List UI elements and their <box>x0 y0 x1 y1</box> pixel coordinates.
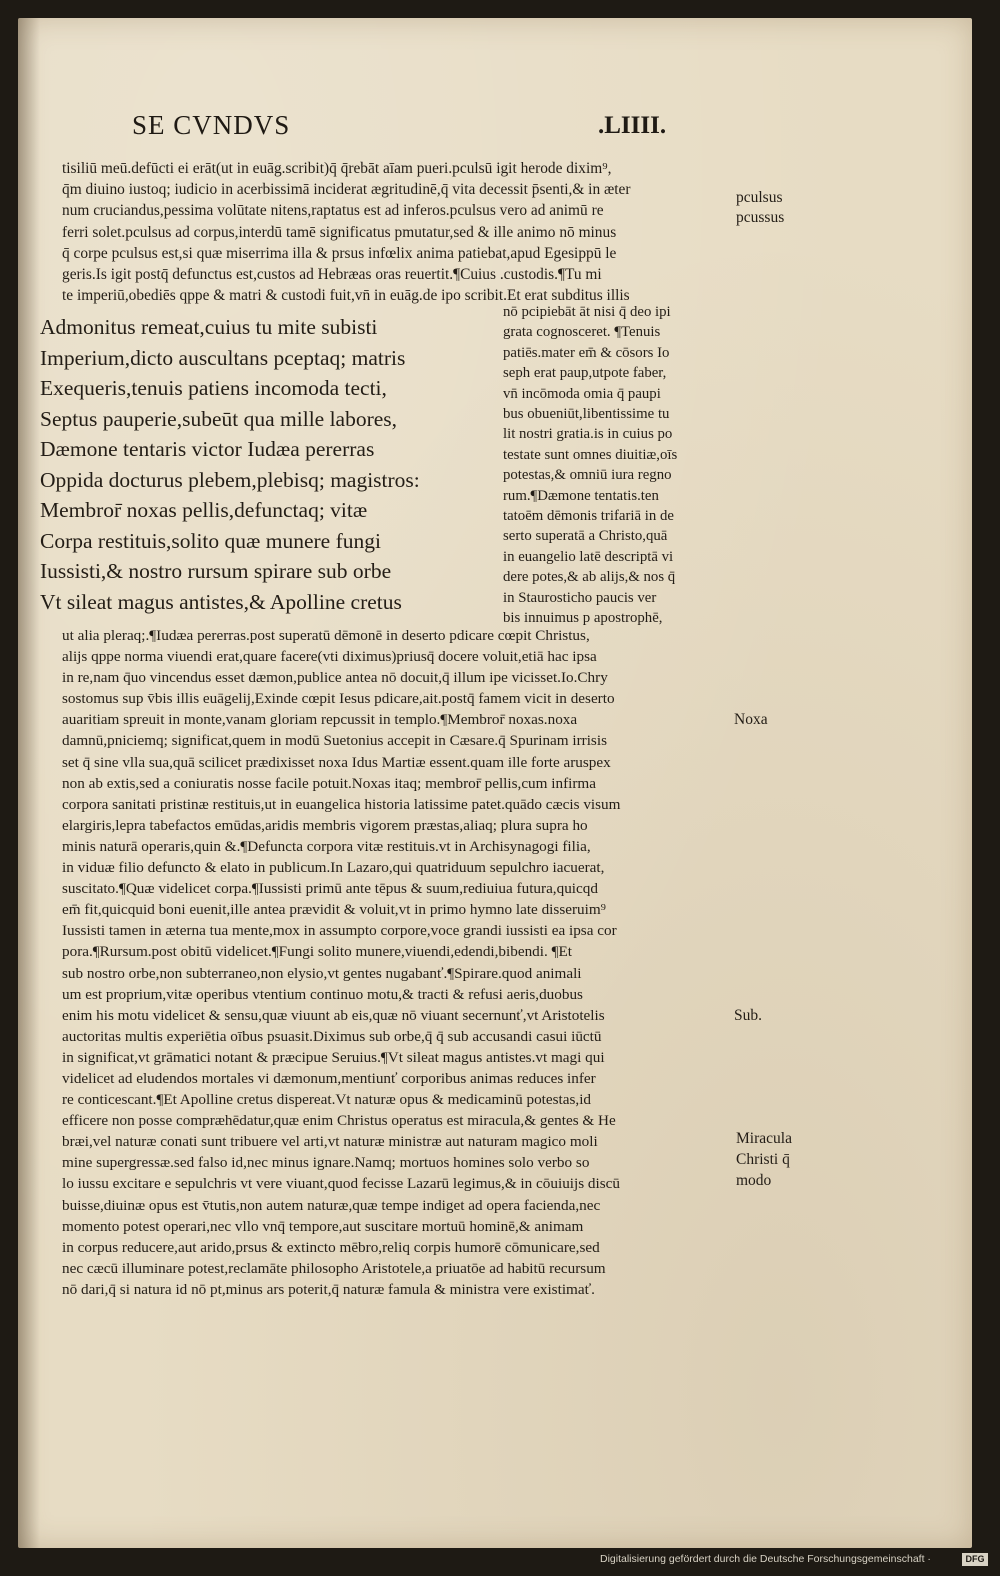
commentary-line: elargiris,lepra tabefactos emūdas,aridis membris vigorem præstas,aliaq; plura supra ho <box>62 816 588 834</box>
verse-line: Imperium,dicto auscultans pceptaq; matris <box>40 345 406 370</box>
commentary-line: te imperiū,obediēs qppe & matri & custodi fuit,vn̄ in euāg.de ipo scribit.Et erat subditus illis <box>62 287 630 305</box>
commentary-line: geris.Is igit postq̄ defunctus est,custos ad Hebræas oras reuertit.¶Cuius .custodis.¶Tu mi <box>62 266 602 284</box>
commentary-line: damnū,pniciemq; significat,quem in modū Suetonius accepit in Cæsare.q̄ Spurinam irrisis <box>62 732 607 750</box>
folio-number: .LIIII. <box>598 112 667 139</box>
commentary-line: sub nostro orbe,non subterraneo,non elysio,vt gentes nugabanť.¶Spirare.quod animali <box>62 964 582 982</box>
commentary-line: tatoēm dēmonis trifariā in de <box>503 508 674 525</box>
commentary-line: bræi,vel naturæ conati sunt tribuere vel arti,vt naturæ ministræ aut naturam magico moli <box>62 1133 598 1151</box>
digitization-credit: Digitalisierung gefördert durch die Deutsche Forschungsgemeinschaft · <box>600 1553 931 1565</box>
commentary-line: serto superatā a Christo,quā <box>503 528 668 545</box>
verse-block <box>40 312 500 617</box>
commentary-line: in euangelio latē descriptā vi <box>503 548 674 565</box>
commentary-line: rum.¶Dæmone tentatis.ten <box>503 487 659 504</box>
commentary-line: mine supergressæ.sed falso id,nec minus ignare.Namq; mortuos homines solo verbo so <box>62 1154 590 1172</box>
commentary-side <box>503 302 735 629</box>
commentary-line: testate sunt omnes diuitiæ,oīs <box>503 446 678 463</box>
verse-line: Membror̄ noxas pellis,defunctaq; vitæ <box>40 498 368 522</box>
commentary-line: corpora sanitati pristinæ restituis,ut in euangelica historia latissime patet.quādo cæcis visum <box>62 795 621 813</box>
verse-line: Iussisti,& nostro rursum spirare sub orbe <box>40 559 392 583</box>
commentary-line: nec cæcū illuminare potest,reclamāte philosopho Aristotele,a priuatōe ad habitū recursum <box>62 1259 606 1277</box>
commentary-line: potestas,& omniū iura regno <box>503 467 672 484</box>
commentary-line: bis innuimus p apostrophē, <box>503 610 663 627</box>
verse-line: Dæmone tentaris victor Iudæa pererras <box>40 437 375 461</box>
commentary-line: nō dari,q̄ si natura id nō pt,minus ars poterit,q̄ naturæ famula & ministra vere existimať. <box>62 1280 595 1298</box>
commentary-line: in Staurosticho paucis ver <box>503 589 657 606</box>
commentary-line: nō pcipiebāt āt nisi q̄ deo ipi <box>503 304 671 320</box>
commentary-line: ferri solet.pculsus ad corpus,interdū tamē significatus pmutatur,sed & ille animo nō minus <box>62 223 617 241</box>
commentary-line: vn̄ incōmoda omia q̄ paupi <box>503 385 661 402</box>
commentary-line: minis naturā operaris,quin &.¶Defuncta corpora vitæ restituis.vt in Archisynagogi filia, <box>62 837 591 855</box>
page-gutter-shadow <box>18 18 40 1548</box>
margin-note-perculsus: pculsus <box>736 189 783 206</box>
verse-line: Exequeris,tenuis patiens incomoda tecti, <box>40 376 387 400</box>
margin-note-modo: modo <box>736 1172 772 1189</box>
commentary-line: q̄ corpe pculsus est,si quæ miserrima illa & prsus infœlix anima patiebat,apud Egesippū le <box>62 244 617 262</box>
commentary-line: auctoritas multis experiētia oībus psuasit.Diximus sub orbe,q̄ q̄ sub accusandi casui iūctū <box>62 1027 602 1045</box>
commentary-line: non ab extis,sed a coniuratis nosse facile potuit.Noxas itaq; membror̄ pellis,cum infirma <box>62 774 596 792</box>
commentary-line: in re,nam q̄uo vincendus esset dæmon,publice antea nō docuit,q̄ illum ipe vicisset.Io.Chry <box>62 669 608 687</box>
commentary-main <box>62 625 734 1300</box>
commentary-line: grata cognosceret. ¶Tenuis <box>503 324 661 341</box>
dfg-logo: DFG <box>962 1553 988 1566</box>
commentary-line: re conticescant.¶Et Apolline cretus dispereat.Vt naturæ opus & medicaminū potestas,id <box>62 1091 592 1109</box>
commentary-line: patiēs.mater em̄ & cōsors Io <box>503 344 670 361</box>
margin-note-miracula: Miracula <box>736 1130 792 1147</box>
commentary-top <box>62 158 734 306</box>
commentary-line: seph erat paup,utpote faber, <box>503 365 667 382</box>
commentary-line: in corpus reducere,aut arido,prsus & extincto mēbro,reliq corpis humorē cōmunicare,sed <box>62 1238 600 1256</box>
commentary-line: buisse,diuinæ opus est v̄tutis,non autem naturæ,quæ tempe indiget ad opera facienda,nec <box>62 1196 601 1214</box>
commentary-line: suscitato.¶Quæ videlicet corpa.¶Iussisti primū ante tēpus & suum,rediuiua futura,quicqd <box>62 880 598 898</box>
commentary-line: set q̄ sine vlla sua,quā scilicet prædixisset noxa Idus Martiæ essent.quam ille forte aruspex <box>62 753 611 771</box>
commentary-line: tisiliū meū.defūcti ei erāt(ut in euāg.scribit)q̄ q̄rebāt aīam pueri.pculsū igit herode dixim⁹, <box>62 160 612 177</box>
verse-line: Septus pauperie,subeūt qua mille labores, <box>40 406 398 431</box>
commentary-line: em̄ fit,quicquid boni euenit,ille antea prævidit & voluit,vt in primo hymno late disseruim⁹ <box>62 901 606 919</box>
commentary-line: videlicet ad eludendos mortales vi dæmonum,mentiunť corporibus animas reduces infer <box>62 1069 596 1087</box>
commentary-line: Iussisti tamen in æterna tua mente,mox in assumpto corpore,voce grandi iussisti ea ipsa cor <box>62 922 617 940</box>
commentary-line: bus obueniūt,libentissime tu <box>503 406 670 423</box>
commentary-line: um est proprium,vitæ operibus vtentium continuo motu,& tracti & refusi aeris,duobus <box>62 985 583 1003</box>
commentary-line: pora.¶Rursum.post obitū videlicet.¶Fungi solito munere,viuendi,edendi,bibendi. ¶Et <box>62 943 572 961</box>
commentary-line: num cruciandus,pessima volūtate nitens,raptatus est ad inferos.pculsus vero ad animū re <box>62 202 604 220</box>
commentary-line: ut alia pleraq;.¶Iudæa pererras.post superatū dēmonē in deserto pdicare cœpit Christus, <box>62 627 590 644</box>
commentary-line: enim his motu videlicet & sensu,quæ viuunt ab eis,quæ nō viuant secernunť,vt Aristotelis <box>62 1006 605 1024</box>
commentary-line: in viduæ filio defuncto & elato in publicum.In Lazaro,qui quatriduum sepulchro iacuerat, <box>62 859 605 877</box>
margin-note-christi: Christi q̄ <box>736 1151 790 1168</box>
commentary-line: sostomus sup v̄bis illis euāgelij,Exinde cœpit Iesus pdicare,ait.postq̄ famem vicit in deserto <box>62 690 615 708</box>
margin-note-noxa: Noxa <box>734 711 768 728</box>
commentary-line: lit nostri gratia.is in cuius po <box>503 426 673 443</box>
margin-note-percussus: pcussus <box>736 209 785 226</box>
running-head: SE CVNDVS <box>132 110 291 140</box>
verse-line: Corpa restituis,solito quæ munere fungi <box>40 528 381 553</box>
commentary-line: dere potes,& ab alijs,& nos q̄ <box>503 569 676 586</box>
commentary-line: efficere non posse compræhēdatur,quæ enim Christus operatus est miracula,& gentes & He <box>62 1112 616 1130</box>
verse-line: Oppida docturus plebem,plebisq; magistros: <box>40 467 420 492</box>
commentary-line: alijs qppe norma viuendi erat,quare facere(vti diximus)priusq̄ docere voluit,etiā hac ipsa <box>62 648 597 666</box>
commentary-line: lo iussu excitare e sepulchris vt vere viuant,quod fecisse Lazarū legimus,& in cōuiuijs discū <box>62 1175 620 1193</box>
commentary-line: in significat,vt grāmatici notant & præcipue Seruius.¶Vt sileat magus antistes.vt magi qui <box>62 1048 605 1066</box>
margin-note-sub: Sub. <box>734 1007 762 1024</box>
verse-line: Vt sileat magus antistes,& Apolline cretus <box>40 589 402 614</box>
commentary-line: q̄m diuino iustoq; iudicio in acerbissimā inciderat ægritudinē,q̄ vita decessit p̄senti,& in æter <box>62 181 631 199</box>
verse-line: Admonitus remeat,cuius tu mite subisti <box>40 315 378 339</box>
commentary-line: momento potest operari,nec vllo vnq̄ tempore,aut suscitare mortuū hominē,& animam <box>62 1217 584 1235</box>
commentary-line: auaritiam spreuit in monte,vanam gloriam repcussit in templo.¶Membror̄ noxas.noxa <box>62 711 578 729</box>
